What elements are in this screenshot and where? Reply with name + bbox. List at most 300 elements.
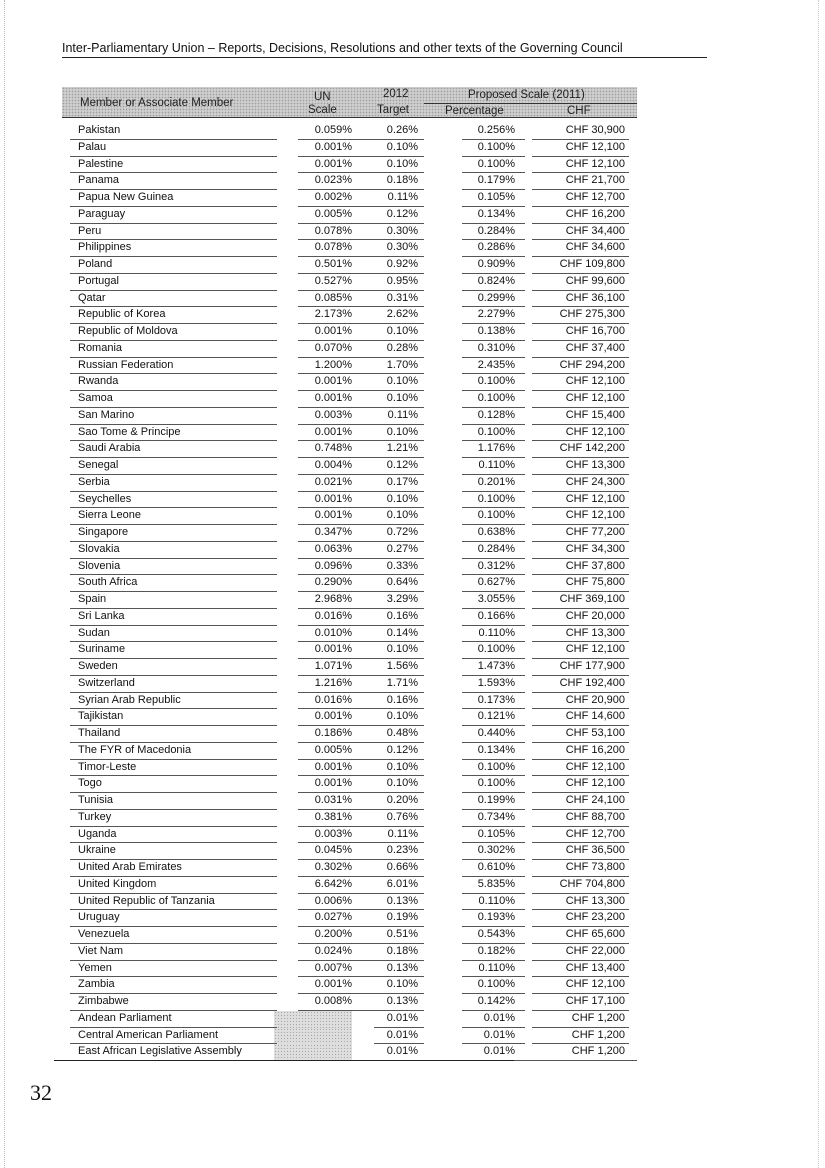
target-2012-cell: 0.72% [386,526,418,538]
target-2012-cell: 0.33% [386,559,418,572]
chf-cell: CHF 20,900 [565,693,625,706]
percentage-cell: 3.055% [477,593,515,605]
member-name-cell: Thailand [78,727,121,739]
table-row [62,642,637,659]
un-scale-cell: 0.381% [314,810,352,823]
running-header: Inter-Parliamentary Union – Reports, Decisions, Resolutions and other texts of the Governing Council [62,41,623,55]
chf-cell: CHF 17,100 [565,995,625,1007]
table-row [62,827,637,844]
table-row [62,894,637,911]
member-name-cell: Senegal [78,459,119,471]
target-2012-cell: 0.11% [387,827,418,840]
un-scale-cell: 0.186% [314,727,352,739]
chf-cell: CHF 275,300 [559,308,625,321]
un-scale-cell: 0.006% [314,894,352,907]
table-row [62,190,637,207]
chf-cell: CHF 16,700 [565,325,625,337]
table-row [62,307,637,324]
page-edge-right [818,0,820,1168]
target-2012-cell: 3.29% [386,593,418,605]
un-scale-cell: 0.748% [314,442,352,455]
target-2012-cell: 0.10% [386,777,418,790]
chf-cell: CHF 73,800 [565,861,625,873]
table-row [62,743,637,760]
target-2012-cell: 0.17% [386,475,418,488]
member-name-cell: Romania [78,341,123,354]
table-row [62,525,637,542]
percentage-cell: 0.627% [477,576,515,589]
page-edge-left [4,0,6,1168]
un-scale-cell: 0.059% [314,124,352,136]
table-row [62,475,637,492]
percentage-cell: 0.284% [477,542,515,555]
member-name-cell: Seychelles [78,492,132,505]
target-2012-cell: 0.13% [386,961,418,974]
target-2012-cell: 0.51% [386,928,418,940]
header-2012: 2012 [383,88,409,100]
member-name-cell: Turkey [78,810,112,823]
chf-cell: CHF 23,200 [565,911,625,924]
target-2012-cell: 0.48% [386,727,418,739]
un-scale-cell: 0.001% [314,325,352,337]
percentage-cell: 0.01% [483,1028,515,1041]
un-scale-cell: 0.016% [314,609,352,622]
un-scale-cell: 0.302% [314,861,352,873]
un-scale-cell: 0.045% [314,844,352,857]
table-row [62,1044,637,1061]
target-2012-cell: 0.12% [386,743,418,756]
percentage-cell: 0.610% [477,861,515,873]
chf-cell: CHF 34,600 [565,241,625,254]
un-scale-cell: 1.071% [314,660,352,672]
un-scale-cell: 0.001% [314,760,352,773]
chf-cell: CHF 12,100 [565,392,625,404]
target-2012-cell: 1.56% [386,660,418,672]
table-row [62,877,637,894]
chf-cell: CHF 13,300 [565,894,625,907]
member-name-cell: Sao Tome & Principe [78,425,181,438]
chf-cell: CHF 15,400 [565,408,625,421]
member-name-cell: Papua New Guinea [78,191,174,203]
target-2012-cell: 0.76% [386,810,418,823]
member-name-cell: Yemen [78,961,112,974]
table-row [62,575,637,592]
shaded-empty-cell [274,1028,352,1045]
chf-cell: CHF 12,100 [565,375,625,388]
percentage-cell: 0.110% [478,961,515,974]
percentage-cell: 0.100% [477,375,515,388]
percentage-cell: 0.128% [477,408,515,421]
table-row [62,257,637,274]
un-scale-cell: 0.003% [314,827,352,840]
chf-cell: CHF 12,100 [565,978,625,991]
target-2012-cell: 0.95% [386,274,418,287]
member-name-cell: Togo [78,777,102,790]
un-scale-cell: 0.004% [314,459,352,471]
table-row [62,860,637,877]
un-scale-cell: 0.063% [314,542,352,555]
member-name-cell: Sri Lanka [78,609,125,622]
un-scale-cell: 2.968% [314,593,352,605]
percentage-cell: 0.110% [478,626,515,639]
target-2012-cell: 0.30% [386,224,418,237]
un-scale-cell: 0.010% [314,626,352,639]
percentage-cell: 0.100% [477,492,515,505]
table-header [62,87,637,118]
member-name-cell: Portugal [78,274,119,287]
chf-cell: CHF 24,100 [565,794,625,806]
percentage-cell: 1.176% [477,442,515,455]
un-scale-cell: 0.001% [314,492,352,505]
percentage-cell: 0.179% [477,174,515,187]
member-name-cell: Ukraine [78,844,116,857]
chf-cell: CHF 109,800 [559,258,625,270]
table-row [62,927,637,944]
member-name-cell: Syrian Arab Republic [78,693,181,706]
percentage-cell: 0.193% [477,911,515,924]
un-scale-cell: 0.001% [314,777,352,790]
un-scale-cell: 0.001% [314,140,352,153]
chf-cell: CHF 21,700 [565,174,625,187]
target-2012-cell: 0.16% [386,693,418,706]
target-2012-cell: 0.19% [386,911,418,924]
percentage-cell: 0.201% [477,475,515,488]
un-scale-cell: 0.021% [314,475,352,488]
table-row [62,291,637,308]
table-row [62,994,637,1011]
percentage-cell: 0.824% [477,274,515,287]
target-2012-cell: 0.20% [386,794,418,806]
percentage-cell: 0.299% [477,291,515,304]
un-scale-cell: 0.527% [314,274,352,287]
percentage-cell: 0.909% [477,258,515,270]
target-2012-cell: 0.10% [386,760,418,773]
target-2012-cell: 0.10% [386,643,418,656]
member-name-cell: Pakistan [78,124,121,136]
table-row [62,810,637,827]
percentage-cell: 0.302% [477,844,515,857]
chf-cell: CHF 12,700 [565,191,625,203]
member-name-cell: Republic of Moldova [78,325,178,337]
chf-cell: CHF 369,100 [559,593,625,605]
percentage-cell: 1.473% [477,660,515,672]
chf-cell: CHF 14,600 [565,710,625,723]
table-row [62,626,637,643]
target-2012-cell: 0.10% [386,710,418,723]
target-2012-cell: 0.23% [386,844,418,857]
member-name-cell: Panama [78,174,119,187]
table-row [62,274,637,291]
member-name-cell: The FYR of Macedonia [78,743,192,756]
table-bottom-rule [54,1060,514,1061]
target-2012-cell: 0.18% [386,944,418,957]
table-row [62,760,637,777]
percentage-cell: 0.142% [477,995,515,1007]
table-row [62,492,637,509]
member-name-cell: Qatar [78,291,106,304]
header-un: UN [314,91,331,103]
target-2012-cell: 0.10% [386,492,418,505]
table-row [62,207,637,224]
percentage-cell: 0.138% [477,325,515,337]
table-row [62,324,637,341]
table-row [62,961,637,978]
table-row [62,676,637,693]
table-row [62,559,637,576]
table-row [62,592,637,609]
member-name-cell: Palau [78,140,107,153]
table-row [62,425,637,442]
table-row [62,776,637,793]
member-name-cell: Philippines [78,241,132,254]
target-2012-cell: 0.13% [386,894,418,907]
header-target: Target [377,104,409,116]
table-row [62,726,637,743]
percentage-cell: 0.310% [477,341,515,354]
percentage-cell: 0.100% [477,978,515,991]
member-name-cell: Sudan [78,626,110,639]
member-name-cell: United Arab Emirates [78,861,182,873]
target-2012-cell: 0.26% [386,124,418,136]
table-row [62,508,637,525]
table-row [62,1028,637,1045]
chf-cell: CHF 16,200 [565,743,625,756]
target-2012-cell: 0.10% [386,157,418,170]
target-2012-cell: 0.14% [386,626,418,639]
un-scale-cell: 0.001% [314,425,352,438]
shaded-empty-cell [274,1044,352,1061]
un-scale-cell: 0.078% [314,224,352,237]
member-name-cell: Central American Parliament [78,1028,219,1041]
table-row [62,843,637,860]
target-2012-cell: 0.01% [386,1028,418,1041]
percentage-cell: 2.279% [477,308,515,321]
chf-cell: CHF 704,800 [559,877,625,890]
target-2012-cell: 1.71% [386,676,418,689]
header-rule [62,57,707,58]
chf-cell: CHF 1,200 [571,1045,625,1058]
member-name-cell: Sierra Leone [78,509,141,522]
member-name-cell: Peru [78,224,102,237]
target-2012-cell: 0.10% [386,375,418,388]
chf-cell: CHF 30,900 [565,124,625,136]
member-name-cell: United Republic of Tanzania [78,894,215,907]
chf-cell: CHF 192,400 [559,676,625,689]
header-proposed-scale: Proposed Scale (2011) [468,89,585,101]
member-name-cell: Viet Nam [78,944,124,957]
chf-cell: CHF 12,700 [565,827,625,840]
member-name-cell: Slovakia [78,542,120,555]
percentage-cell: 0.100% [477,509,515,522]
table-row [62,944,637,961]
chf-cell: CHF 20,000 [565,609,625,622]
percentage-cell: 0.100% [477,777,515,790]
percentage-cell: 0.01% [483,1045,515,1058]
member-name-cell: South Africa [78,576,138,589]
target-2012-cell: 0.28% [386,341,418,354]
member-name-cell: Samoa [78,392,113,404]
target-2012-cell: 0.64% [386,576,418,589]
member-name-cell: Uruguay [78,911,120,924]
chf-cell: CHF 12,100 [565,492,625,505]
un-scale-cell: 0.008% [314,995,352,1007]
un-scale-cell: 0.002% [314,191,352,203]
member-name-cell: Venezuela [78,928,130,940]
target-2012-cell: 0.27% [386,542,418,555]
table-row [62,408,637,425]
member-name-cell: Suriname [78,643,126,656]
target-2012-cell: 0.10% [386,140,418,153]
un-scale-cell: 0.001% [314,643,352,656]
member-name-cell: Palestine [78,157,124,170]
percentage-cell: 0.100% [477,760,515,773]
member-name-cell: Republic of Korea [78,308,166,321]
un-scale-cell: 0.001% [314,392,352,404]
page-number: 32 [30,1080,52,1105]
target-2012-cell: 1.21% [386,442,418,455]
table-row [62,910,637,927]
target-2012-cell: 0.10% [386,425,418,438]
chf-cell: CHF 34,300 [565,542,625,555]
member-name-cell: San Marino [78,408,135,421]
chf-cell: CHF 36,100 [565,291,625,304]
percentage-cell: 0.312% [477,559,515,572]
un-scale-cell: 0.023% [314,174,352,187]
table-row [62,341,637,358]
percentage-cell: 0.100% [477,140,515,153]
table-row [62,709,637,726]
target-2012-cell: 0.01% [386,1045,418,1058]
target-2012-cell: 0.16% [386,609,418,622]
target-2012-cell: 0.12% [386,207,418,220]
member-name-cell: Singapore [78,526,129,538]
table-row [62,240,637,257]
member-name-cell: Timor-Leste [78,760,137,773]
percentage-cell: 5.835% [477,877,515,890]
member-name-cell: Saudi Arabia [78,442,141,455]
un-scale-cell: 0.005% [314,743,352,756]
table-row [62,391,637,408]
member-name-cell: Tajikistan [78,710,124,723]
member-name-cell: United Kingdom [78,877,157,890]
header-chf: CHF [567,105,591,117]
chf-cell: CHF 12,100 [565,777,625,790]
member-name-cell: Rwanda [78,375,119,388]
member-name-cell: Andean Parliament [78,1011,172,1024]
table-row [62,542,637,559]
target-2012-cell: 0.92% [386,258,418,270]
percentage-cell: 0.734% [477,810,515,823]
chf-cell: CHF 34,400 [565,224,625,237]
percentage-cell: 2.435% [477,358,515,371]
chf-cell: CHF 88,700 [565,810,625,823]
table-row [62,173,637,190]
percentage-cell: 0.121% [477,710,515,723]
member-name-cell: Zimbabwe [78,995,129,1007]
chf-cell: CHF 37,800 [565,559,625,572]
header-subrule [424,103,637,104]
target-2012-cell: 0.30% [386,241,418,254]
chf-cell: CHF 12,100 [565,509,625,522]
target-2012-cell: 0.10% [386,978,418,991]
table-row [62,693,637,710]
target-2012-cell: 1.70% [386,358,418,371]
un-scale-cell: 0.501% [314,258,352,270]
percentage-cell: 0.01% [483,1011,515,1024]
chf-cell: CHF 13,400 [565,961,625,974]
target-2012-cell: 0.18% [386,174,418,187]
table-row [62,609,637,626]
percentage-cell: 0.440% [477,727,515,739]
un-scale-cell: 0.290% [314,576,352,589]
un-scale-cell: 1.200% [314,358,352,371]
un-scale-cell: 0.001% [314,375,352,388]
table-row [62,358,637,375]
un-scale-cell: 0.031% [314,794,352,806]
percentage-cell: 0.543% [477,928,515,940]
shaded-empty-cell [274,1011,352,1028]
percentage-cell: 0.110% [478,894,515,907]
un-scale-cell: 0.001% [314,710,352,723]
percentage-cell: 0.638% [477,526,515,538]
chf-cell: CHF 53,100 [565,727,625,739]
target-2012-cell: 0.12% [386,459,418,471]
percentage-cell: 0.100% [477,643,515,656]
chf-cell: CHF 12,100 [565,425,625,438]
target-2012-cell: 0.10% [386,392,418,404]
chf-cell: CHF 177,900 [559,660,625,672]
un-scale-cell: 0.070% [314,341,352,354]
chf-cell: CHF 1,200 [571,1028,625,1041]
target-2012-cell: 0.01% [386,1011,418,1024]
table-row [62,140,637,157]
target-2012-cell: 0.10% [386,509,418,522]
table-row [62,793,637,810]
un-scale-cell: 0.007% [314,961,352,974]
chf-cell: CHF 12,100 [565,157,625,170]
table-row [62,374,637,391]
header-percentage: Percentage [445,105,504,117]
un-scale-cell: 0.200% [314,928,352,940]
target-2012-cell: 0.13% [386,995,418,1007]
member-name-cell: East African Legislative Assembly [78,1045,242,1058]
percentage-cell: 0.182% [477,944,515,957]
chf-cell: CHF 12,100 [565,643,625,656]
percentage-cell: 0.105% [477,191,515,203]
percentage-cell: 0.100% [477,157,515,170]
member-name-cell: Zambia [78,978,115,991]
chf-cell: CHF 99,600 [565,274,625,287]
chf-cell: CHF 1,200 [571,1011,625,1024]
percentage-cell: 0.199% [477,794,515,806]
chf-cell: CHF 294,200 [559,358,625,371]
un-scale-cell: 0.001% [314,509,352,522]
table-row [62,157,637,174]
table-body [62,123,637,1061]
un-scale-cell: 6.642% [314,877,352,890]
percentage-cell: 0.105% [477,827,515,840]
table-bottom-rule-right [514,1060,637,1061]
table-row [62,458,637,475]
un-scale-cell: 0.347% [314,526,352,538]
percentage-cell: 0.134% [477,743,515,756]
un-scale-cell: 0.016% [314,693,352,706]
un-scale-cell: 1.216% [314,676,352,689]
target-2012-cell: 0.10% [386,325,418,337]
member-name-cell: Tunisia [78,794,114,806]
percentage-cell: 0.100% [477,425,515,438]
chf-cell: CHF 13,300 [565,626,625,639]
